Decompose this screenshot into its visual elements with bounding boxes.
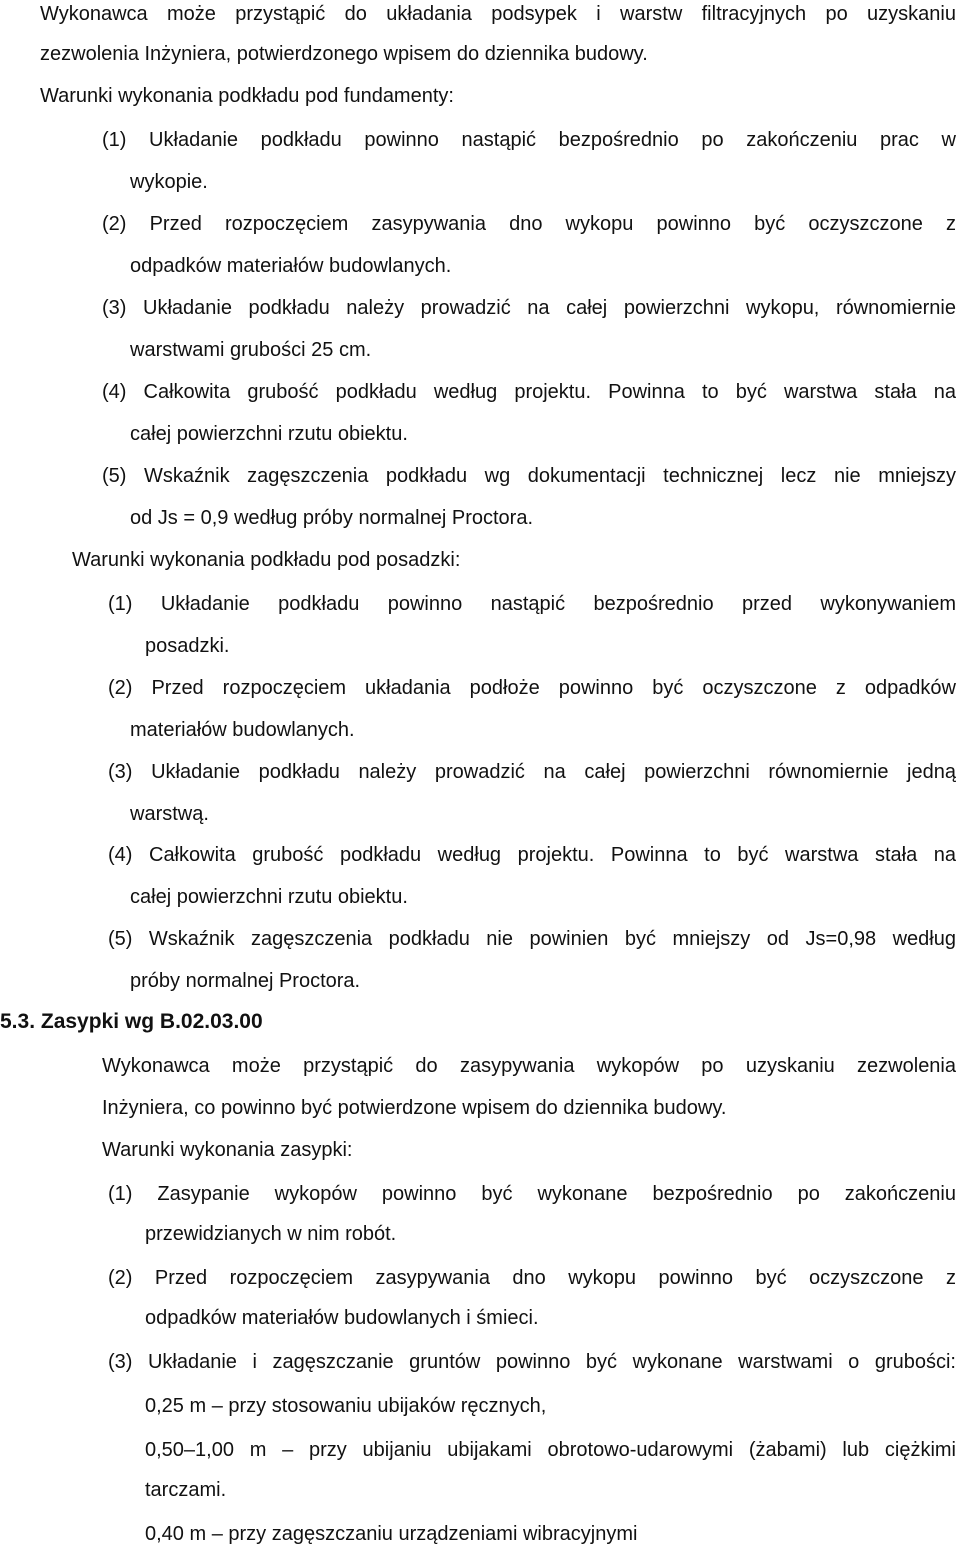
section-heading: Warunki wykonania podkładu pod fundamenty: [40, 85, 454, 107]
list-item-line: 0,25 m – przy stosowaniu ubijaków ręcznych, [145, 1395, 547, 1417]
list-item-line: (2) Przed rozpoczęciem zasypywania dno wykopu powinno być oczyszczone z [102, 213, 956, 235]
paragraph-line: Wykonawca może przystąpić do układania podsypek i warstw filtracyjnych po uzyskaniu [40, 3, 956, 25]
list-item-line: (4) Całkowita grubość podkładu według projektu. Powinna to być warstwa stała na [102, 381, 956, 403]
list-item-line: (4) Całkowita grubość podkładu według projektu. Powinna to być warstwa stała na [108, 844, 956, 866]
list-item-line: (3) Układanie i zagęszczanie gruntów powinno być wykonane warstwami o grubości: [108, 1351, 956, 1373]
list-item-line: całej powierzchni rzutu obiektu. [130, 423, 408, 445]
section-title: 5.3. Zasypki wg B.02.03.00 [0, 1010, 263, 1033]
list-item-line: (1) Układanie podkładu powinno nastąpić bezpośrednio po zakończeniu prac w [102, 129, 956, 151]
list-item-line: (1) Zasypanie wykopów powinno być wykonane bezpośrednio po zakończeniu [108, 1183, 956, 1205]
list-item-line: (5) Wskaźnik zagęszczenia podkładu nie powinien być mniejszy od Js=0,98 według [108, 928, 956, 950]
list-item-line: przewidzianych w nim robót. [145, 1223, 397, 1245]
list-item-line: (5) Wskaźnik zagęszczenia podkładu wg dokumentacji technicznej lecz nie mniejszy [102, 465, 956, 487]
list-item-line: odpadków materiałów budowlanych i śmieci. [145, 1307, 539, 1329]
paragraph-line: Inżyniera, co powinno być potwierdzone wpisem do dziennika budowy. [102, 1097, 727, 1119]
section-heading: Warunki wykonania zasypki: [102, 1139, 353, 1161]
list-item-line: materiałów budowlanych. [130, 719, 355, 741]
list-item-line: (2) Przed rozpoczęciem zasypywania dno wykopu powinno być oczyszczone z [108, 1267, 956, 1289]
list-item-line: 0,50–1,00 m – przy ubijaniu ubijakami obrotowo-udarowymi (żabami) lub ciężkimi [145, 1439, 956, 1461]
section-heading: Warunki wykonania podkładu pod posadzki: [72, 549, 461, 571]
list-item-line: od Js = 0,9 według próby normalnej Proctora. [130, 507, 533, 529]
list-item-line: próby normalnej Proctora. [130, 970, 361, 992]
list-item-line: tarczami. [145, 1479, 227, 1501]
list-item-line: (3) Układanie podkładu należy prowadzić na całej powierzchni równomiernie jedną [108, 761, 956, 783]
list-item-line: (2) Przed rozpoczęciem układania podłoże powinno być oczyszczone z odpadków [108, 677, 956, 699]
list-item-line: (3) Układanie podkładu należy prowadzić na całej powierzchni wykopu, równomiernie [102, 297, 956, 319]
list-item-line: wykopie. [130, 171, 208, 193]
list-item-line: (1) Układanie podkładu powinno nastąpić bezpośrednio przed wykonywaniem [108, 593, 956, 615]
list-item-line: 0,40 m – przy zagęszczaniu urządzeniami wibracyjnymi [145, 1523, 638, 1545]
paragraph-line: zezwolenia Inżyniera, potwierdzonego wpisem do dziennika budowy. [40, 43, 648, 65]
list-item-line: warstwami grubości 25 cm. [130, 339, 372, 361]
paragraph-line: Wykonawca może przystąpić do zasypywania wykopów po uzyskaniu zezwolenia [102, 1055, 956, 1077]
list-item-line: odpadków materiałów budowlanych. [130, 255, 452, 277]
list-item-line: posadzki. [145, 635, 230, 657]
list-item-line: warstwą. [130, 803, 209, 825]
list-item-line: całej powierzchni rzutu obiektu. [130, 886, 408, 908]
